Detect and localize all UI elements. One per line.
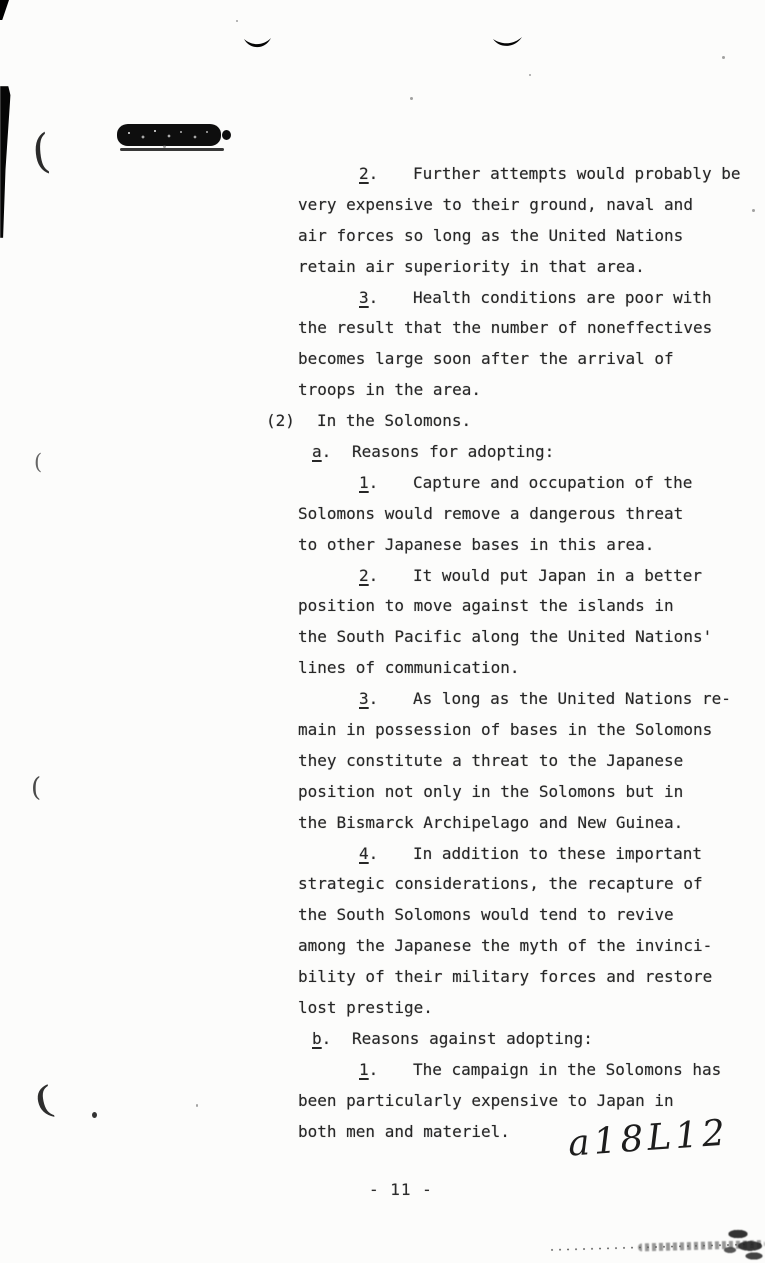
paper-speck (410, 97, 413, 100)
line-marker: 4. (359, 843, 379, 863)
paper-speck (529, 74, 531, 76)
text-line (0, 992, 765, 1023)
line-marker: 3. (359, 287, 379, 307)
punch-mark-right (493, 34, 522, 53)
text-line (0, 498, 765, 529)
text-line (0, 714, 765, 745)
text-line (0, 467, 765, 498)
redaction-stamp-dot (222, 130, 231, 140)
text-line (0, 807, 765, 838)
line-text: The campaign in the Solomons has (413, 1059, 722, 1079)
line-text: lost prestige. (298, 998, 433, 1018)
text-line (0, 899, 765, 930)
line-marker: 1. (359, 472, 379, 492)
scan-smudge-blob (720, 1224, 765, 1262)
text-line (0, 930, 765, 961)
line-text: bility of their military forces and restore (298, 967, 713, 987)
text-line (0, 621, 765, 652)
text-line (0, 405, 765, 436)
line-text: to other Japanese bases in this area. (298, 534, 655, 554)
line-text: the South Pacific along the United Nations' (298, 627, 713, 647)
text-line (0, 220, 765, 251)
handwritten-paren-4: ( (29, 1079, 60, 1122)
text-line (0, 868, 765, 899)
text-line (0, 773, 765, 807)
text-line (0, 282, 765, 313)
corner-scan-artifact (0, 0, 9, 20)
line-text: In addition to these important (413, 843, 702, 863)
typewritten-text (0, 158, 765, 1147)
line-text: the result that the number of noneffectives (298, 318, 713, 338)
line-text: Health conditions are poor with (413, 287, 712, 307)
line-marker: 2. (359, 164, 379, 183)
line-text: among the Japanese the myth of the invinci- (298, 936, 713, 956)
line-text: very expensive to their ground, naval and (298, 194, 693, 214)
text-line (0, 343, 765, 374)
line-text: the South Solomons would tend to revive (298, 905, 674, 925)
text-line (0, 158, 765, 189)
line-text: position to move against the islands in (298, 596, 674, 616)
line-text: strategic considerations, the recapture of (298, 874, 703, 894)
line-text: Capture and occupation of the (413, 472, 693, 492)
redaction-stamp (117, 124, 221, 146)
line-marker: (2) (266, 411, 295, 431)
text-line (0, 529, 765, 560)
line-marker: b. (312, 1028, 332, 1048)
handwritten-paren-2: ( (34, 450, 43, 474)
handwritten-paren-3: ( (31, 773, 42, 803)
line-marker: 1. (359, 1059, 379, 1079)
handwritten-note: a18L12 (566, 1112, 731, 1165)
line-text: In the Solomons. (317, 411, 472, 431)
line-text: the Bismarck Archipelago and New Guinea. (298, 812, 684, 832)
line-text: both men and materiel. (298, 1121, 510, 1141)
line-text: Reasons against adopting: (352, 1028, 593, 1048)
line-text: It would put Japan in a better (413, 565, 702, 585)
line-text: As long as the United Nations re- (413, 689, 731, 709)
line-text: Further attempts would probably be (413, 164, 741, 183)
line-text: position not only in the Solomons but in (298, 781, 684, 801)
text-line (0, 436, 765, 467)
line-text: lines of communication. (298, 658, 520, 678)
paper-speck (163, 145, 166, 148)
line-text: troops in the area. (298, 380, 482, 400)
line-marker: 3. (359, 689, 379, 709)
line-text: Solomons would remove a dangerous threat (298, 503, 684, 523)
text-line (0, 590, 765, 621)
punch-mark-left (244, 35, 271, 55)
page-number: - 11 - (369, 1180, 433, 1199)
text-line (0, 189, 765, 220)
line-text: air forces so long as the United Nations (298, 225, 684, 245)
text-line (0, 683, 765, 714)
text-line (0, 374, 765, 405)
text-line (0, 652, 765, 683)
line-text: Reasons for adopting: (352, 442, 555, 462)
text-line (0, 1085, 765, 1116)
text-line (0, 1054, 765, 1085)
handwritten-paren-1: ( (29, 123, 53, 179)
paper-speck (236, 20, 238, 22)
line-text: they constitute a threat to the Japanese (298, 750, 684, 770)
paper-speck (722, 56, 725, 59)
text-line (0, 745, 765, 776)
line-marker: 2. (359, 565, 379, 585)
line-marker: a. (312, 442, 332, 462)
text-line (0, 560, 765, 591)
text-line (0, 312, 765, 343)
text-line (0, 961, 765, 992)
text-line (0, 1023, 765, 1054)
text-line (0, 838, 765, 869)
line-text: been particularly expensive to Japan in (298, 1090, 674, 1110)
text-line (0, 251, 765, 282)
redaction-stamp-underline (120, 148, 224, 151)
line-text: becomes large soon after the arrival of (298, 349, 674, 369)
line-text: main in possession of bases in the Solomons (298, 720, 713, 740)
line-text: retain air superiority in that area. (298, 256, 645, 276)
